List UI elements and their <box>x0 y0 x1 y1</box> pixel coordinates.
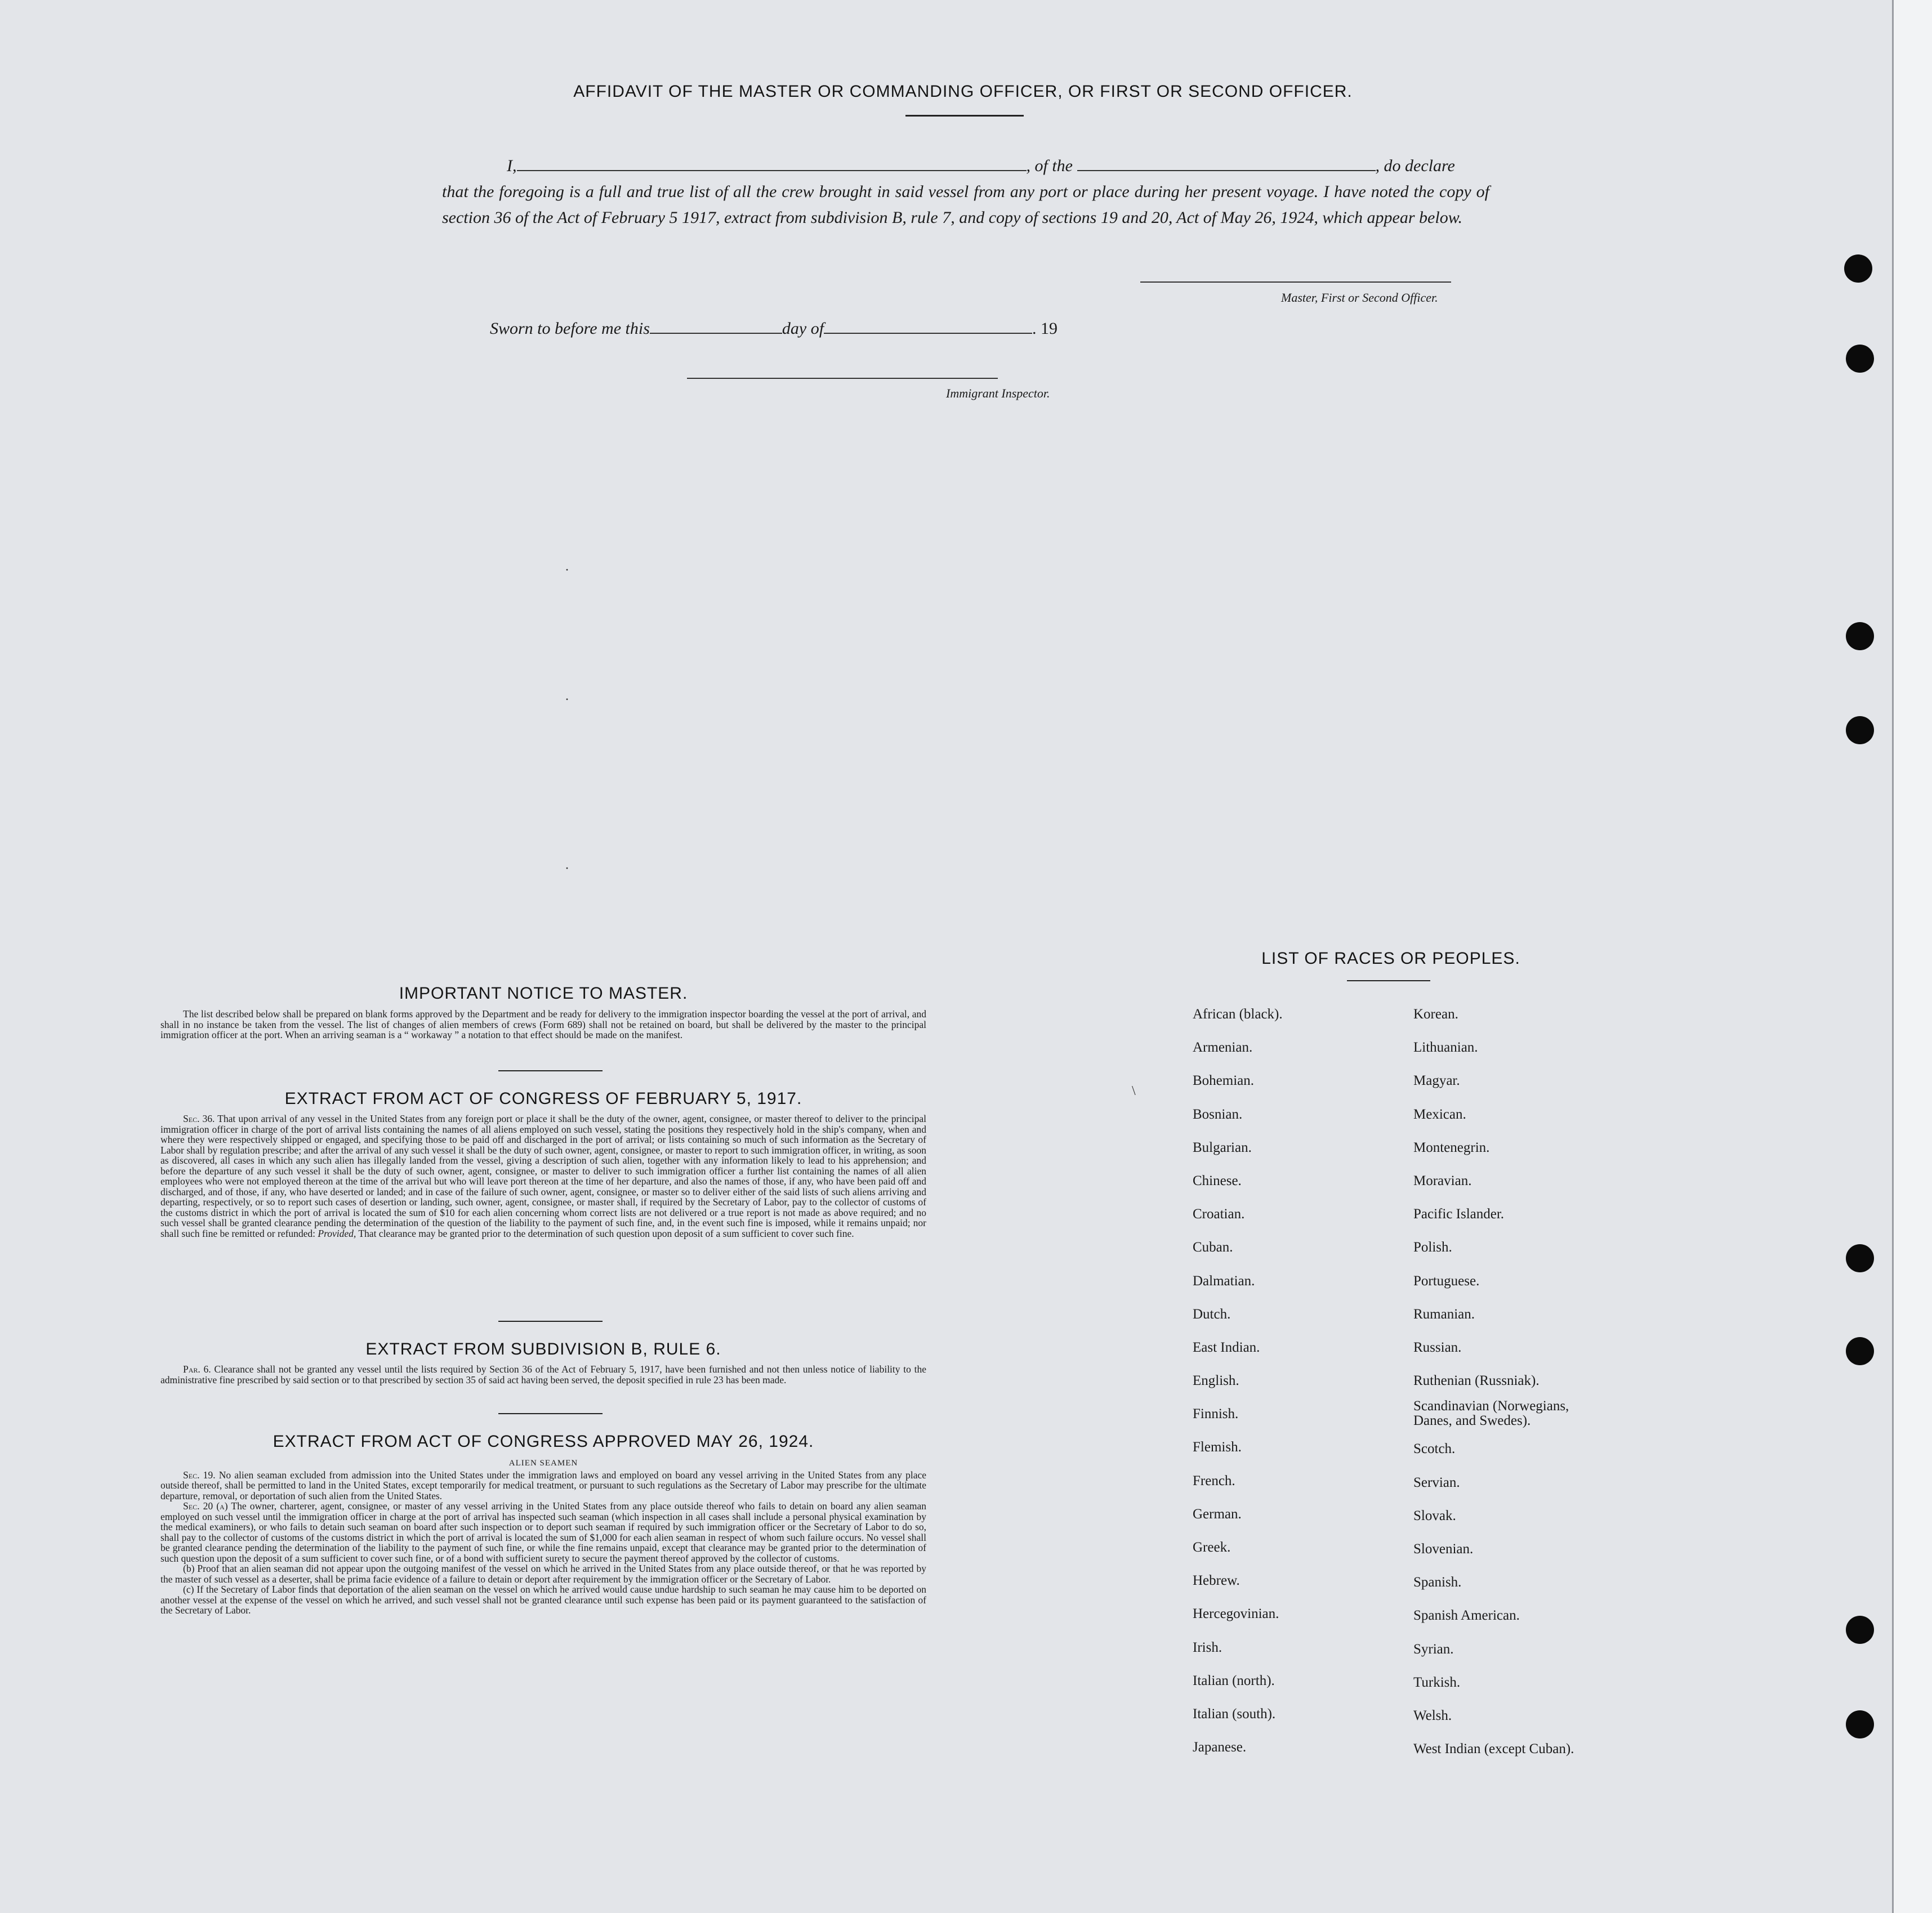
notice-title: IMPORTANT NOTICE TO MASTER. <box>399 984 688 1003</box>
punch-hole <box>1846 345 1874 373</box>
section-20a-paragraph <box>160 1501 926 1563</box>
paragraph-6-text: Clearance shall not be granted any vessel until the lists required by Section 36 of the Act of February 5, 1917, have been furnished and not then unless notice of liability to the administrative fine prescribed by said section or to that prescribed by section 35 of said act having been served, the deposit specified in rule 23 has been made. <box>160 1364 927 1385</box>
section-20c-paragraph: (c) If the Secretary of Labor finds that deportation of the alien seaman on the vessel on which he arrived would cause undue hardship to such seaman he may cause him to be deported on another vessel at the expense of the vessel on which he arrived, and such vessel shall not be granted clearance until such expense has been paid or its payment guaranteed to the satisfaction of the Secretary of Labor. <box>160 1584 926 1616</box>
race-item: Portuguese. <box>1413 1273 1480 1289</box>
extract-1924-title: EXTRACT FROM ACT OF CONGRESS APPROVED MAY 26, 1924. <box>273 1432 814 1451</box>
paragraph-6-label: Par. 6. <box>183 1364 211 1375</box>
race-item: Spanish. <box>1413 1575 1462 1590</box>
section-divider <box>498 1413 603 1414</box>
declarant-prefix: I, <box>507 157 517 175</box>
inspector-signature-line[interactable] <box>687 378 998 379</box>
section-divider <box>498 1321 603 1322</box>
race-item: Chinese. <box>1193 1173 1242 1188</box>
race-item: German. <box>1193 1506 1242 1522</box>
section-20b-paragraph: (b) Proof that an alien seaman did not appear upon the outgoing manifest of the vessel on which he arrived in the United States from any place outside thereof, or that he was reported by the master of such vessel as a deserter, shall be prima facie evidence of a failure to detain or deport after requirement by the immigration officer or the Secretary of Labor. <box>160 1563 926 1585</box>
race-item: Russian. <box>1413 1339 1462 1355</box>
race-item: Dutch. <box>1193 1306 1231 1322</box>
notice-text <box>160 1009 926 1040</box>
race-item: East Indian. <box>1193 1339 1260 1355</box>
sworn-month-field[interactable] <box>824 333 1032 334</box>
race-item: West Indian (except Cuban). <box>1413 1741 1574 1757</box>
section-19-text: No alien seaman excluded from admission into the United States under the immigration laws and employed on board any vessel arriving in the United States from any place outside thereof, shall be permitted to land in the United States, except temporarily for medical treatment, or pursuant to such regulations as the Secretary of Labor may prescribe for the ultimate departure, removal, or deportation of such alien from the United States. <box>160 1469 926 1501</box>
race-item: French. <box>1193 1473 1235 1489</box>
of-the-label: , of the <box>1026 157 1073 175</box>
race-item: Welsh. <box>1413 1708 1452 1723</box>
notice-paragraph: The list described below shall be prepared on blank forms approved by the Department and be ready for delivery to the immigration inspector boarding the vessel at the port of arrival, and shall in no instance be taken from the vessel. The list of changes of alien members of crews (Form 689) shall not be retained on board, but shall be delivered by the master to the principal immigration officer at the port. When an arriving seaman is a “ workaway ” a notation to that effect should be made on the manifest. <box>160 1008 926 1040</box>
race-item: Italian (north). <box>1193 1673 1275 1688</box>
race-item: Irish. <box>1193 1639 1222 1655</box>
bleed-through-mark: · <box>565 692 569 707</box>
races-title-underline <box>1347 980 1430 981</box>
proviso-text: That clearance may be granted prior to the determination of such question upon deposit of a sum sufficient to cover such fine. <box>358 1227 854 1239</box>
race-item: Bosnian. <box>1193 1106 1243 1122</box>
race-item: Armenian. <box>1193 1040 1253 1056</box>
race-item: Dalmatian. <box>1193 1273 1255 1289</box>
race-item: Korean. <box>1413 1007 1458 1022</box>
race-item: Lithuanian. <box>1413 1040 1478 1056</box>
race-item: Slovak. <box>1413 1508 1456 1523</box>
race-item: Servian. <box>1413 1474 1460 1490</box>
rule-6-text <box>160 1364 926 1385</box>
punch-hole <box>1846 1710 1874 1738</box>
race-item: Pacific Islander. <box>1413 1206 1505 1222</box>
section-20-label: Sec. 20 (a) <box>183 1500 228 1512</box>
extract-1917-title: EXTRACT FROM ACT OF CONGRESS OF FEBRUARY 5, 1917. <box>284 1089 802 1108</box>
race-item: Spanish American. <box>1413 1608 1520 1624</box>
section-19-label: Sec. 19. <box>183 1469 216 1481</box>
punch-hole <box>1844 254 1872 283</box>
race-item: Moravian. <box>1413 1173 1472 1188</box>
punch-hole <box>1846 1337 1874 1365</box>
race-item: Mexican. <box>1413 1106 1466 1122</box>
race-item: Magyar. <box>1413 1073 1460 1089</box>
race-item: Japanese. <box>1193 1740 1247 1755</box>
inspector-signature-caption: Immigrant Inspector. <box>946 386 1050 400</box>
race-item: Syrian. <box>1413 1641 1454 1657</box>
paragraph-6 <box>160 1364 926 1385</box>
rule-6-title: EXTRACT FROM SUBDIVISION B, RULE 6. <box>365 1340 721 1358</box>
year-label: . 19 <box>1032 319 1058 338</box>
sworn-line <box>490 319 1058 338</box>
master-signature-line[interactable] <box>1140 281 1451 283</box>
bleed-through-mark: · <box>565 861 569 876</box>
race-item: Polish. <box>1413 1240 1452 1255</box>
race-item: Scandinavian (Norwegians, Danes, and Swedes). <box>1413 1398 1569 1429</box>
races-column-left <box>1193 998 1407 1764</box>
section-20a-text: The owner, charterer, agent, consignee, or master of any vessel arriving in the United States from any place outside thereof who fails to detain on board any alien seaman employed on such vessel until the immigration officer in charge at the port of arrival has inspected such seaman (which inspection in all cases shall include a personal physical examination by the medical examiners), or who fails to detain such seaman on board after such inspection or to deport such seaman if required by such immigration officer or the Secretary of Labor to do so, shall pay to the collector of customs of the customs district in which the port of arrival is located the sum of $1,000 for each alien seaman in respect of whom such failure occurs. No vessel shall be granted clearance pending the determination of the liability to the payment of such fine, or while the fine remains unpaid, except that clearance may be granted prior to the determination of such question upon the deposit of a sum sufficient to cover such fine, or of a bond with sufficient surety to secure the payment thereof approved by the collector of customs. <box>160 1500 926 1564</box>
punch-hole <box>1846 1244 1874 1272</box>
alien-seamen-subtitle: ALIEN SEAMEN <box>508 1459 578 1468</box>
section-36-text: That upon arrival of any vessel in the United States from any foreign port or place it shall be the duty of the owner, agent, consignee, or master thereof to deliver to the principal immigration officer in charge of the port of arrival lists containing the names of all aliens employed on such vessel, stating the positions they respectively hold in the ship's company, when and where they were respectively shipped or engaged, and specifying those to be paid off and discharged in the port of arrival; or lists containing so much of such information as the Secretary of Labor shall by regulation prescribe; and after the arrival of any such vessel it shall be the duty of such owner, agent, consignee, or master to report to such immigration officer, in writing, as soon as discovered, all cases in which any such alien has illegally landed from the vessel, giving a description of such alien, together with any information likely to lead to his apprehension; and before the departure of any such vessel it shall be the duty of such owner, agent, consignee, or master to deliver to such immigration officer a further list containing the names of all alien employees who were not employed thereon at the time of the arrival but who will leave port thereon at the time of her departure, and also the names of those, if any, who have been paid off and discharged, and of those, if any, who have deserted or landed; and in case of the failure of such owner, agent, consignee, or master so to deliver either of the said lists of such aliens arriving and departing, respectively, or so to report such cases of desertion or landing, such owner, agent, consignee, or master shall, if required by the Secretary of Labor, pay to the collector of customs of the customs district in which the port of arrival is located the sum of $10 for each alien concerning whom correct lists are not delivered or a true report is not made as above required; and no such vessel shall be granted clearance pending the determination of the question of the liability to the payment of such fine, and, in the event such fine is imposed, while it remains unpaid; nor shall such fine be remitted or refunded: <box>160 1113 926 1239</box>
section-36-paragraph <box>160 1114 926 1239</box>
declaration-line <box>442 153 1489 179</box>
punch-hole <box>1846 622 1874 650</box>
race-item: Finnish. <box>1193 1406 1239 1422</box>
races-column-right <box>1413 998 1650 1765</box>
bleed-through-mark: \ <box>1132 1084 1136 1098</box>
declaration-body: that the foregoing is a full and true list of all the crew brought in said vessel from any port or place during her present voyage. I have noted the copy of section 36 of the Act of February 5 1917, extract from subdivision B, rule 7, and copy of sections 19 and 20, Act of May 26, 1924, which appear below. <box>442 182 1489 227</box>
race-item: Greek. <box>1193 1540 1231 1555</box>
races-list-title: LIST OF RACES OR PEOPLES. <box>1261 949 1520 968</box>
do-declare-label: , do declare <box>1375 157 1455 175</box>
sworn-prefix: Sworn to before me this <box>490 319 650 338</box>
extract-1917-text <box>160 1114 926 1239</box>
race-item: Bohemian. <box>1193 1073 1255 1089</box>
race-item: Italian (south). <box>1193 1706 1276 1722</box>
bleed-through-mark: · <box>565 563 569 578</box>
affidavit-statement <box>442 153 1489 231</box>
race-item: Scotch. <box>1413 1441 1456 1457</box>
race-item: Bulgarian. <box>1193 1139 1252 1155</box>
race-item: Rumanian. <box>1413 1306 1475 1322</box>
section-36-label: Sec. 36. <box>183 1113 215 1124</box>
vessel-name-field[interactable] <box>1077 170 1376 171</box>
race-item: Cuban. <box>1193 1240 1233 1255</box>
title-underline <box>905 115 1024 117</box>
extract-1924-text <box>160 1457 926 1616</box>
section-19-paragraph <box>160 1470 926 1501</box>
race-item: Ruthenian (Russniak). <box>1413 1373 1540 1389</box>
master-signature-caption: Master, First or Second Officer. <box>1281 290 1438 305</box>
day-of-label: day of <box>782 319 824 338</box>
race-item: Hercegovinian. <box>1193 1606 1279 1622</box>
proviso-word: Provided, <box>318 1227 356 1239</box>
sworn-day-field[interactable] <box>650 333 782 334</box>
page-edge <box>1892 0 1932 1913</box>
punch-hole <box>1846 716 1874 744</box>
affidavit-title: AFFIDAVIT OF THE MASTER OR COMMANDING OFFICER, OR FIRST OR SECOND OFFICER. <box>573 82 1353 101</box>
race-item: Turkish. <box>1413 1674 1461 1690</box>
race-item: African (black). <box>1193 1007 1283 1022</box>
race-item: Hebrew. <box>1193 1573 1240 1589</box>
section-divider <box>498 1070 603 1071</box>
race-item: Montenegrin. <box>1413 1139 1490 1155</box>
declarant-name-field[interactable] <box>517 170 1027 171</box>
race-item: Slovenian. <box>1413 1541 1474 1557</box>
race-item: Flemish. <box>1193 1440 1242 1455</box>
race-item: Croatian. <box>1193 1206 1245 1222</box>
punch-hole <box>1846 1616 1874 1644</box>
race-item: English. <box>1193 1373 1239 1389</box>
